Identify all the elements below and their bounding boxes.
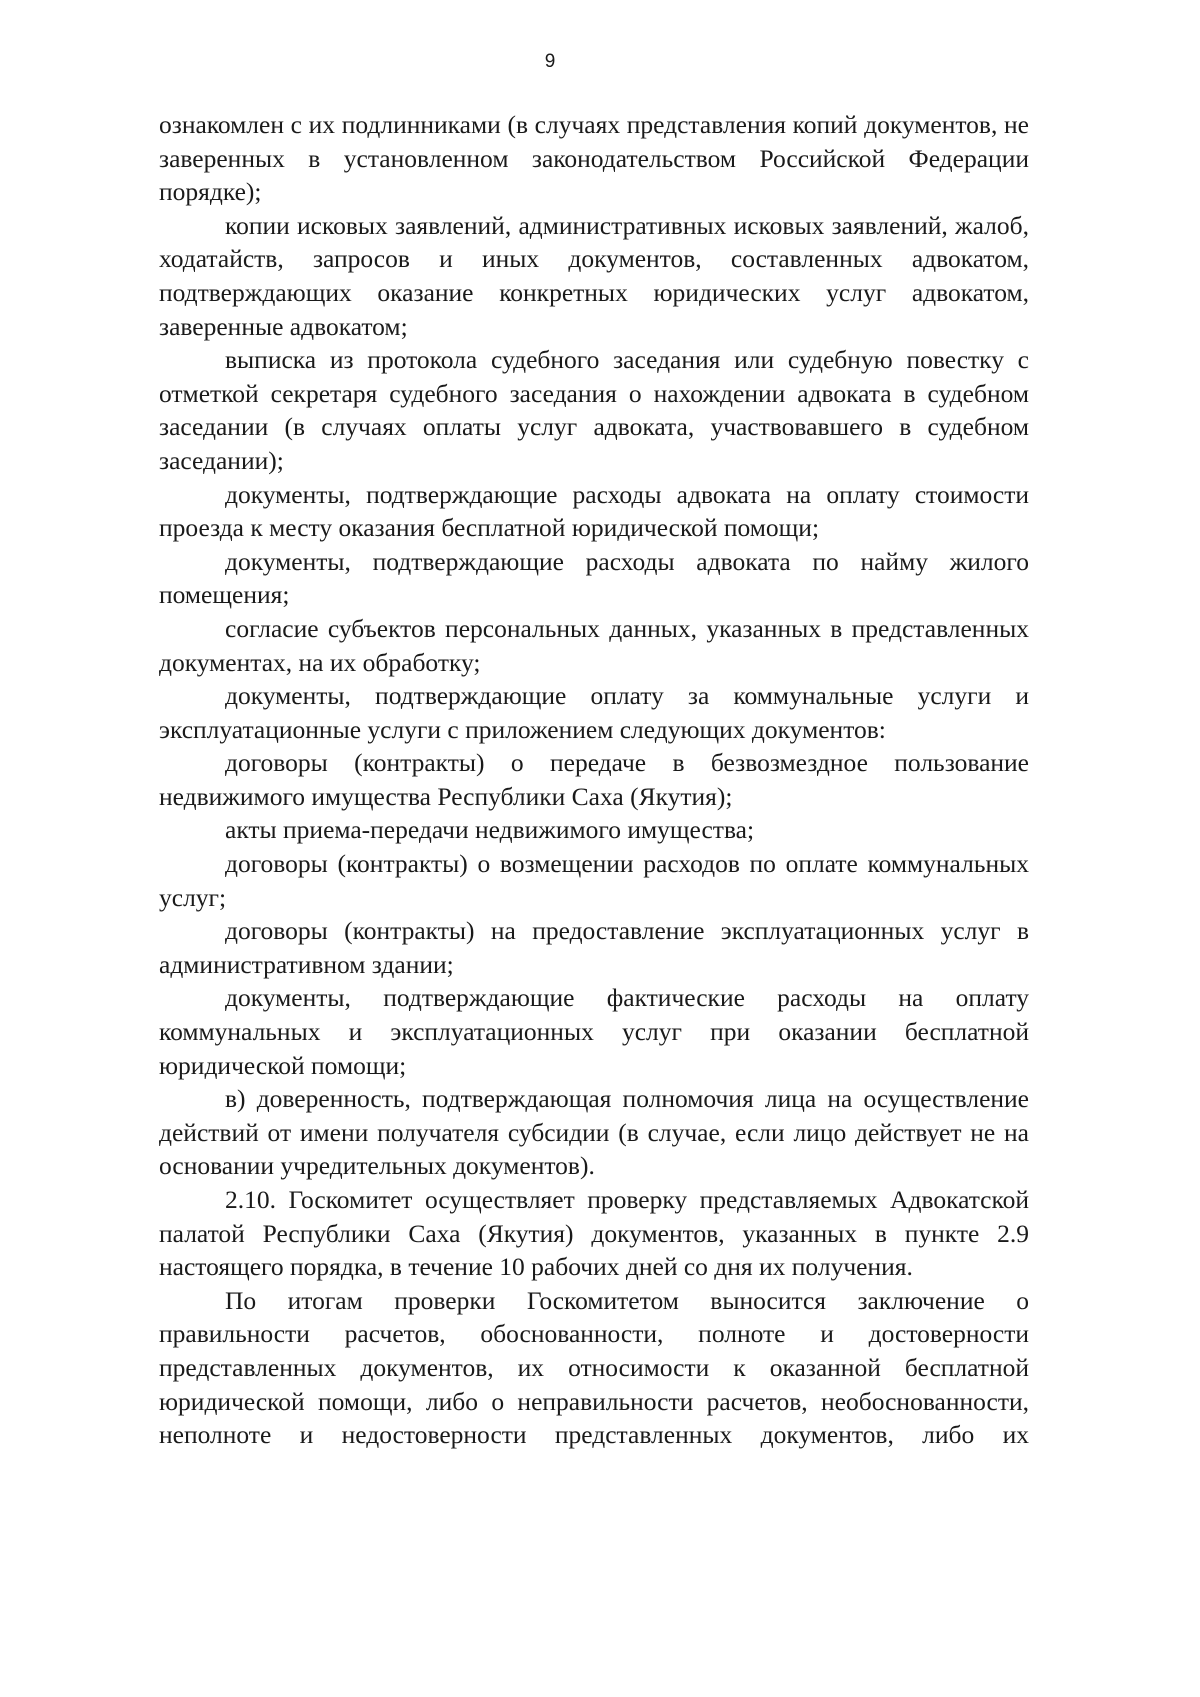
paragraph-power-of-attorney: в) доверенность, подтверждающая полномочия лица на осуществление действий от имени получателя субсидии (в случае, если лицо действует не на основании учредительных документов).: [159, 1084, 1029, 1181]
paragraph-review-conclusion: По итогам проверки Госкомитетом выносится заключение о правильности расчетов, обоснованности, полноте и достоверности представленных документов, их относимости к оказанной бесплатной юридической помощи, либо о неправильности расчетов, необоснованности, неполноте и недостоверности представленных документов, либо их: [159, 1285, 1029, 1450]
paragraph-travel-expenses: документы, подтверждающие расходы адвоката на оплату стоимости проезда к месту оказания бесплатной юридической помощи;: [159, 479, 1029, 543]
paragraph-utility-reimbursement-contracts: договоры (контракты) о возмещении расходов по оплате коммунальных услуг;: [159, 849, 1029, 912]
paragraph-transfer-acts: акты приема-передачи недвижимого имущества;: [225, 815, 755, 845]
paragraph-maintenance-contracts: договоры (контракты) на предоставление эксплуатационных услуг в административном здании;: [159, 916, 1029, 979]
paragraph-actual-expenses: документы, подтверждающие фактические расходы на оплату коммунальных и эксплуатационных услуг при оказании бесплатной юридической помощи;: [159, 983, 1029, 1080]
paragraph-originals-acquaintance: ознакомлен с их подлинниками (в случаях представления копий документов, не заверенных в установленном законодательством Российской Федерации порядке);: [159, 110, 1029, 207]
paragraph-section-2-10: 2.10. Госкомитет осуществляет проверку представляемых Адвокатской палатой Республики Саха (Якутия) документов, указанных в пункте 2.9 настоящего порядка, в течение 10 рабочих дней со дня их получения.: [159, 1185, 1029, 1282]
paragraph-personal-data-consent: согласие субъектов персональных данных, указанных в представленных документах, на их обработку;: [159, 613, 1029, 677]
page-number: 9: [544, 51, 556, 72]
paragraph-claim-copies: копии исковых заявлений, административных исковых заявлений, жалоб, ходатайств, запросов и иных документов, составленных адвокатом, подтверждающих оказание конкретных юридических услуг адвокатом, заверенные адвокатом;: [159, 210, 1029, 341]
paragraph-utility-payment-documents: документы, подтверждающие оплату за коммунальные услуги и эксплуатационные услуги с приложением следующих документов:: [159, 681, 1029, 744]
paragraph-court-protocol-extract: выписка из протокола судебного заседания или судебную повестку с отметкой секретаря судебного заседания о нахождении адвоката в судебном заседании (в случаях оплаты услуг адвоката, участвовавшего в судебном заседании);: [159, 345, 1029, 475]
paragraph-housing-expenses: документы, подтверждающие расходы адвоката по найму жилого помещения;: [159, 546, 1029, 610]
document-body: [159, 108, 1029, 1452]
paragraph-property-use-contracts: договоры (контракты) о передаче в безвозмездное пользование недвижимого имущества Республики Саха (Якутия);: [159, 748, 1029, 811]
